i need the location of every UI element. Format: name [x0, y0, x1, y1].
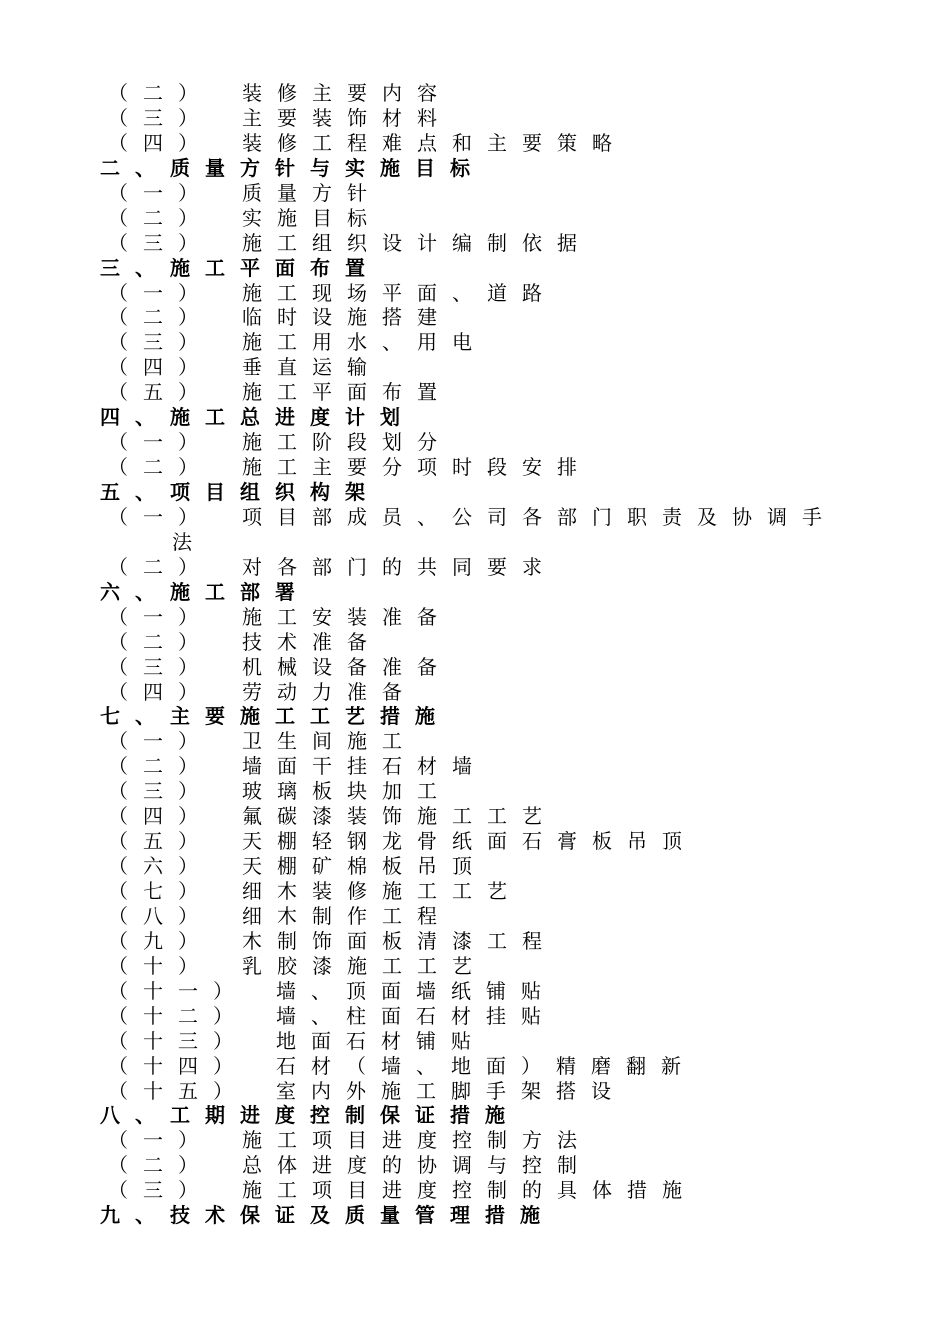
toc-subitem-title: 施工用水、用电: [242, 330, 487, 355]
toc-subitem-title: 项目部成员、公司各部门职责及协调手: [242, 504, 837, 529]
toc-subitem-number: （三）: [108, 1178, 213, 1203]
toc-subitem-title: 地面石材铺贴: [276, 1028, 486, 1053]
toc-subitem-number: （十一）: [108, 978, 248, 1003]
toc-subitem-title: 施工项目进度控制的具体措施: [242, 1178, 697, 1203]
toc-subitem-number: （三）: [108, 330, 213, 355]
toc-subitem: [100, 181, 880, 206]
toc-subitem: [100, 630, 880, 655]
toc-subitem-number: （六）: [108, 854, 213, 879]
toc-heading-number: 二、: [100, 155, 170, 180]
toc-subitem-number: （八）: [108, 903, 213, 928]
toc-subitem: [100, 1153, 880, 1178]
toc-subitem: [100, 904, 880, 929]
toc-subitem-number: （五）: [108, 380, 213, 405]
toc-subitem: [100, 1029, 880, 1054]
toc-heading: [100, 480, 880, 505]
toc-subitem: [100, 1178, 880, 1203]
toc-subitem-number: （四）: [108, 804, 213, 829]
toc-subitem: [100, 380, 880, 405]
toc-heading-title: 施工部署: [170, 579, 310, 604]
toc-subitem-number: （二）: [108, 305, 213, 330]
toc-subitem-number: （二）: [108, 554, 213, 579]
toc-subitem-number: （一）: [108, 430, 213, 455]
toc-subitem-number: （十三）: [108, 1028, 248, 1053]
toc-subitem-title: 玻璃板块加工: [242, 779, 452, 804]
toc-subitem: [100, 605, 880, 630]
toc-continuation-text: 法: [172, 529, 207, 554]
toc-subitem: [100, 231, 880, 256]
toc-subitem-number: （二）: [108, 1153, 213, 1178]
toc-subitem-number: （三）: [108, 654, 213, 679]
toc-subitem: [100, 680, 880, 705]
toc-subitem-title: 细木制作工程: [242, 903, 452, 928]
toc-subitem-number: （三）: [108, 105, 213, 130]
toc-subitem-title: 技术准备: [242, 629, 382, 654]
toc-heading: [100, 1203, 880, 1228]
toc-subitem-title: 临时设施搭建: [242, 305, 452, 330]
toc-subitem-number: （一）: [108, 604, 213, 629]
toc-continuation: [100, 530, 880, 555]
table-of-contents: [100, 81, 880, 1228]
toc-subitem: [100, 1004, 880, 1029]
toc-subitem-title: 垂直运输: [242, 355, 382, 380]
toc-subitem-title: 施工主要分项时段安排: [242, 455, 592, 480]
toc-subitem-title: 机械设备准备: [242, 654, 452, 679]
toc-subitem: [100, 206, 880, 231]
toc-subitem-number: （五）: [108, 829, 213, 854]
toc-subitem-title: 墙、顶面墙纸铺贴: [276, 978, 556, 1003]
toc-subitem: [100, 1079, 880, 1104]
toc-subitem-title: 施工现场平面、道路: [242, 280, 557, 305]
toc-subitem-title: 施工组织设计编制依据: [242, 230, 592, 255]
toc-subitem: [100, 929, 880, 954]
toc-heading-title: 质量方针与实施目标: [170, 155, 485, 180]
toc-subitem-number: （十四）: [108, 1053, 248, 1078]
toc-subitem-title: 墙面干挂石材墙: [242, 754, 487, 779]
toc-subitem: [100, 854, 880, 879]
toc-heading-title: 施工总进度计划: [170, 405, 415, 430]
toc-subitem: [100, 281, 880, 306]
toc-subitem-number: （十）: [108, 953, 213, 978]
toc-subitem-title: 劳动力准备: [242, 679, 417, 704]
toc-subitem-title: 细木装修施工工艺: [242, 879, 522, 903]
toc-subitem: [100, 1054, 880, 1079]
toc-subitem: [100, 355, 880, 380]
toc-subitem: [100, 305, 880, 330]
toc-subitem-title: 乳胶漆施工工艺: [242, 953, 487, 978]
toc-subitem-number: （三）: [108, 779, 213, 804]
toc-subitem-title: 天棚矿棉板吊顶: [242, 854, 487, 879]
toc-subitem-number: （二）: [108, 205, 213, 230]
toc-subitem-number: （九）: [108, 928, 213, 953]
toc-subitem-title: 主要装饰材料: [242, 105, 452, 130]
toc-subitem: [100, 729, 880, 754]
toc-heading-title: 项目组织构架: [170, 480, 380, 504]
toc-heading-number: 九、: [100, 1203, 170, 1228]
toc-subitem-title: 装修主要内容: [242, 81, 452, 105]
toc-subitem-number: （一）: [108, 280, 213, 305]
toc-heading-number: 三、: [100, 255, 170, 280]
toc-subitem-number: （四）: [108, 355, 213, 380]
toc-subitem-title: 对各部门的共同要求: [242, 554, 557, 579]
toc-subitem: [100, 779, 880, 804]
toc-subitem-title: 总体进度的协调与控制: [242, 1153, 592, 1178]
toc-subitem-title: 木制饰面板清漆工程: [242, 928, 557, 953]
toc-subitem-number: （一）: [108, 504, 213, 529]
toc-subitem-number: （一）: [108, 180, 213, 205]
toc-heading-number: 七、: [100, 704, 170, 729]
toc-subitem: [100, 555, 880, 580]
toc-subitem-title: 墙、柱面石材挂贴: [276, 1003, 556, 1028]
toc-subitem: [100, 455, 880, 480]
toc-subitem: [100, 804, 880, 829]
toc-subitem-number: （十二）: [108, 1003, 248, 1028]
toc-subitem-number: （二）: [108, 81, 213, 105]
toc-heading-number: 八、: [100, 1103, 170, 1128]
toc-subitem: [100, 1128, 880, 1153]
toc-heading-number: 五、: [100, 480, 170, 504]
toc-subitem-title: 施工平面布置: [242, 380, 452, 405]
toc-subitem-number: （一）: [108, 729, 213, 754]
toc-heading-title: 主要施工工艺措施: [170, 704, 450, 729]
toc-heading: [100, 405, 880, 430]
toc-heading: [100, 704, 880, 729]
toc-subitem: [100, 131, 880, 156]
toc-heading-number: 六、: [100, 579, 170, 604]
toc-subitem-title: 施工阶段划分: [242, 430, 452, 455]
toc-subitem: [100, 106, 880, 131]
toc-heading: [100, 1103, 880, 1128]
toc-heading: [100, 580, 880, 605]
toc-subitem: [100, 979, 880, 1004]
toc-subitem-title: 氟碳漆装饰施工工艺: [242, 804, 557, 829]
toc-subitem-number: （二）: [108, 455, 213, 480]
toc-heading-number: 四、: [100, 405, 170, 430]
toc-heading-title: 工期进度控制保证措施: [170, 1103, 520, 1128]
toc-subitem: [100, 655, 880, 680]
toc-subitem: [100, 505, 880, 530]
toc-subitem-title: 施工项目进度控制方法: [242, 1128, 592, 1153]
toc-subitem-number: （七）: [108, 879, 213, 903]
toc-heading: [100, 256, 880, 281]
toc-subitem-number: （一）: [108, 1128, 213, 1153]
toc-subitem: [100, 430, 880, 455]
toc-subitem-number: （四）: [108, 679, 213, 704]
toc-subitem: [100, 879, 880, 904]
toc-subitem: [100, 829, 880, 854]
toc-subitem-number: （三）: [108, 230, 213, 255]
toc-subitem-number: （二）: [108, 754, 213, 779]
toc-subitem-title: 装修工程难点和主要策略: [242, 130, 627, 155]
toc-heading-title: 技术保证及质量管理措施: [170, 1203, 555, 1228]
toc-subitem-title: 石材（墙、地面）精磨翻新: [276, 1053, 696, 1078]
toc-subitem-title: 天棚轻钢龙骨纸面石膏板吊顶: [242, 829, 697, 854]
toc-subitem: [100, 754, 880, 779]
toc-subitem-number: （二）: [108, 629, 213, 654]
toc-heading: [100, 156, 880, 181]
toc-subitem: [100, 81, 880, 106]
toc-subitem-title: 卫生间施工: [242, 729, 417, 754]
toc-subitem-title: 实施目标: [242, 205, 382, 230]
toc-subitem-number: （十五）: [108, 1078, 248, 1103]
toc-subitem-title: 室内外施工脚手架搭设: [276, 1078, 626, 1103]
toc-subitem: [100, 330, 880, 355]
toc-subitem-number: （四）: [108, 130, 213, 155]
toc-heading-title: 施工平面布置: [170, 255, 380, 280]
toc-subitem: [100, 954, 880, 979]
toc-subitem-title: 质量方针: [242, 180, 382, 205]
toc-subitem-title: 施工安装准备: [242, 604, 452, 629]
